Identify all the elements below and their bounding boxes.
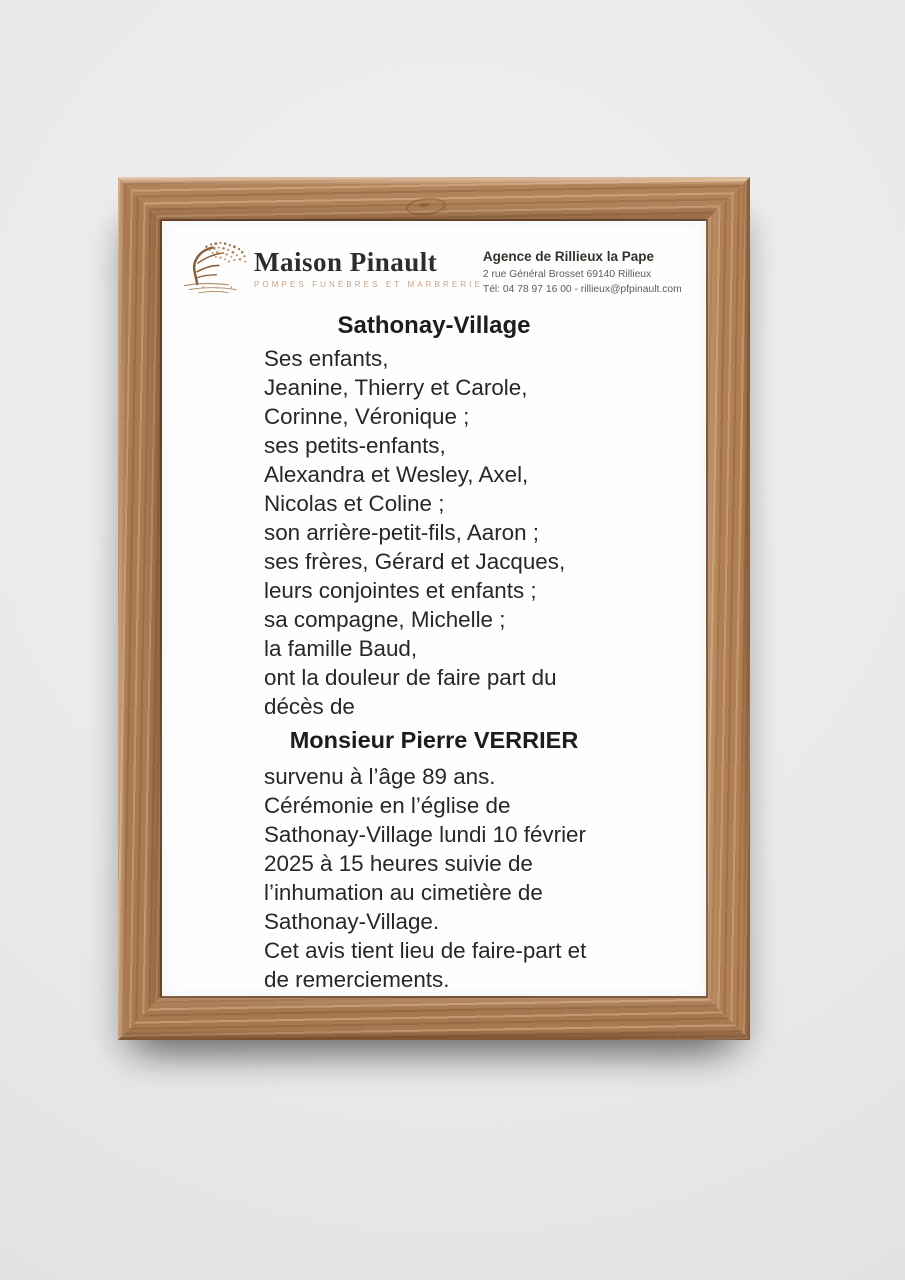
- brand-name: Maison Pinault: [254, 247, 438, 277]
- frame-right-rail: [706, 177, 750, 1040]
- text-line: Nicolas et Coline ;: [264, 491, 445, 516]
- text-line: Sathonay-Village lundi 10 février: [264, 822, 586, 847]
- frame-top-rail: [118, 177, 750, 221]
- intro-lines: [162, 344, 706, 721]
- windswept-tree-icon: [180, 234, 250, 300]
- text-line: ses petits-enfants,: [264, 433, 446, 458]
- notice-header: [162, 221, 706, 300]
- text-line: son arrière-petit-fils, Aaron ;: [264, 520, 540, 545]
- agency-contact: Tél: 04 78 97 16 00 - rillieux@pfpinault.com: [482, 284, 682, 295]
- agency-block: [483, 249, 697, 299]
- notice-title: Sathonay-Village: [337, 312, 531, 339]
- wooden-frame: [118, 177, 750, 1040]
- obituary-notice: [162, 221, 706, 996]
- frame-left-rail: [118, 177, 162, 1040]
- text-line: ont la douleur de faire part du: [264, 665, 557, 690]
- text-line: de remerciements.: [264, 967, 450, 992]
- text-line: Ses enfants,: [264, 346, 389, 371]
- text-line: l’inhumation au cimetière de: [264, 880, 543, 905]
- text-line: Sathonay-Village.: [264, 909, 440, 934]
- text-line: sa compagne, Michelle ;: [264, 607, 506, 632]
- brand-tagline: POMPES FUNÈBRES ET MARBRERIE: [254, 280, 483, 289]
- text-line: Alexandra et Wesley, Axel,: [264, 462, 529, 487]
- text-line: Jeanine, Thierry et Carole,: [264, 375, 528, 400]
- text-line: leurs conjointes et enfants ;: [264, 578, 537, 603]
- text-line: décès de: [264, 694, 355, 719]
- brand-block: [254, 247, 483, 289]
- details-lines: [162, 762, 706, 994]
- wood-knot: [405, 196, 447, 217]
- text-line: la famille Baud,: [264, 636, 418, 661]
- frame-bottom-rail: [118, 996, 750, 1040]
- text-line: ses frères, Gérard et Jacques,: [264, 549, 566, 574]
- agency-title: Agence de Rillieux la Pape: [482, 249, 654, 264]
- deceased-name: Monsieur Pierre VERRIER: [289, 727, 579, 753]
- text-line: Cet avis tient lieu de faire-part et: [264, 938, 587, 963]
- text-line: survenu à l’âge 89 ans.: [264, 764, 496, 789]
- text-line: Cérémonie en l’église de: [264, 793, 511, 818]
- text-line: 2025 à 15 heures suivie de: [264, 851, 533, 876]
- agency-address: 2 rue Général Brosset 69140 Rillieux: [482, 269, 652, 280]
- text-line: Corinne, Véronique ;: [264, 404, 470, 429]
